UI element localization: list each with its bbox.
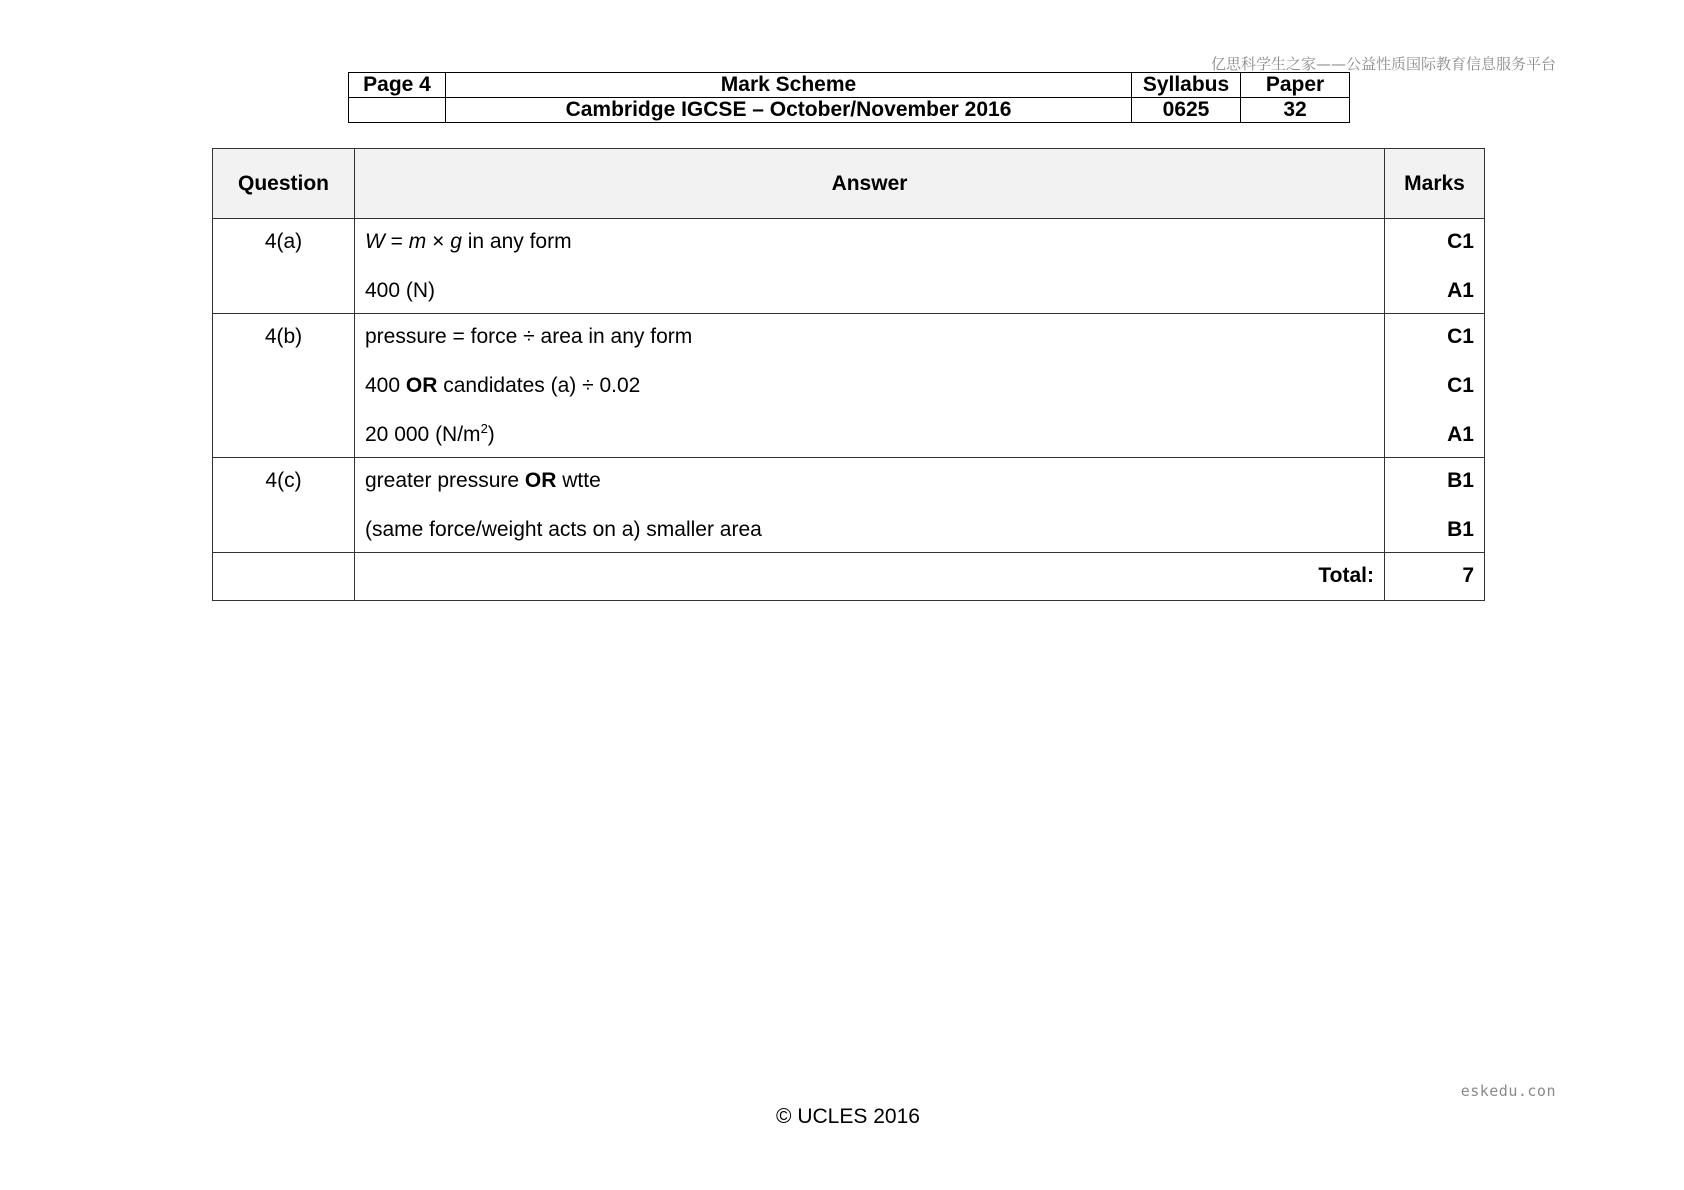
paper-label: Paper: [1241, 73, 1350, 98]
header-title: Mark Scheme: [446, 73, 1132, 98]
answer-text: W: [365, 230, 385, 253]
question-number: 4(c): [213, 458, 355, 553]
answer-text: ×: [426, 230, 451, 253]
mark-scheme-body: [213, 219, 1485, 553]
answer-text: OR: [524, 469, 557, 492]
total-value: 7: [1385, 553, 1485, 601]
answer-line: [365, 423, 1374, 447]
answer-line: [365, 230, 1374, 254]
table-row: [213, 458, 1485, 553]
answer-line: [365, 469, 1374, 493]
mark-code: C1: [1447, 325, 1474, 348]
answer-cell: [355, 458, 1385, 553]
mark-scheme-table: [212, 148, 1485, 601]
answer-line: [365, 325, 1374, 349]
answer-text: OR: [405, 374, 438, 397]
answer-text: 20 000 (N/m: [365, 423, 481, 446]
mark-code: C1: [1447, 374, 1474, 397]
answer-text: m: [408, 230, 427, 253]
mark-code: A1: [1447, 423, 1474, 446]
answer-text: 400 (N): [365, 279, 436, 302]
marks-column-header: Marks: [1385, 149, 1485, 219]
answer-text: 400: [365, 374, 406, 397]
table-row: [213, 314, 1485, 458]
answer-line: [365, 279, 1374, 303]
total-label: Total:: [355, 553, 1385, 601]
question-number: 4(a): [213, 219, 355, 314]
answer-line: [365, 374, 1374, 398]
answer-text: ): [487, 423, 495, 446]
mark-code: B1: [1447, 469, 1474, 492]
marks-cell: [1385, 458, 1485, 553]
answer-cell: [355, 314, 1385, 458]
marks-cell: [1385, 314, 1485, 458]
mark-code: B1: [1447, 518, 1474, 541]
answer-text: in any form: [461, 230, 572, 253]
answer-text: greater pressure: [365, 469, 525, 492]
copyright-footer: © UCLES 2016: [776, 1105, 920, 1128]
marks-cell: [1385, 219, 1485, 314]
mark-code: A1: [1447, 279, 1474, 302]
document-header: [348, 72, 1350, 123]
answer-text: =: [384, 230, 409, 253]
table-row: [213, 219, 1485, 314]
syllabus-value: 0625: [1132, 98, 1241, 123]
page-label: Page 4: [349, 73, 446, 98]
question-number: 4(b): [213, 314, 355, 458]
answer-line: [365, 518, 1374, 542]
header-blank-cell: [349, 98, 446, 123]
mark-code: C1: [1447, 230, 1474, 253]
answer-text: g: [450, 230, 462, 253]
watermark-top: 亿思科学生之家——公益性质国际教育信息服务平台: [1210, 55, 1556, 73]
total-blank-cell: [213, 553, 355, 601]
answer-text: wtte: [556, 469, 601, 492]
answer-cell: [355, 219, 1385, 314]
paper-value: 32: [1241, 98, 1350, 123]
question-column-header: Question: [213, 149, 355, 219]
answer-text: (same force/weight acts on a) smaller area: [365, 518, 762, 541]
answer-text: 2: [480, 421, 488, 436]
answer-text: candidates (a) ÷ 0.02: [437, 374, 641, 397]
answer-column-header: Answer: [355, 149, 1385, 219]
answer-text: pressure = force ÷ area in any form: [365, 325, 693, 348]
syllabus-label: Syllabus: [1132, 73, 1241, 98]
watermark-bottom: eskedu.con: [1460, 1082, 1556, 1100]
total-row: [213, 553, 1485, 601]
header-subtitle: Cambridge IGCSE – October/November 2016: [446, 98, 1132, 123]
